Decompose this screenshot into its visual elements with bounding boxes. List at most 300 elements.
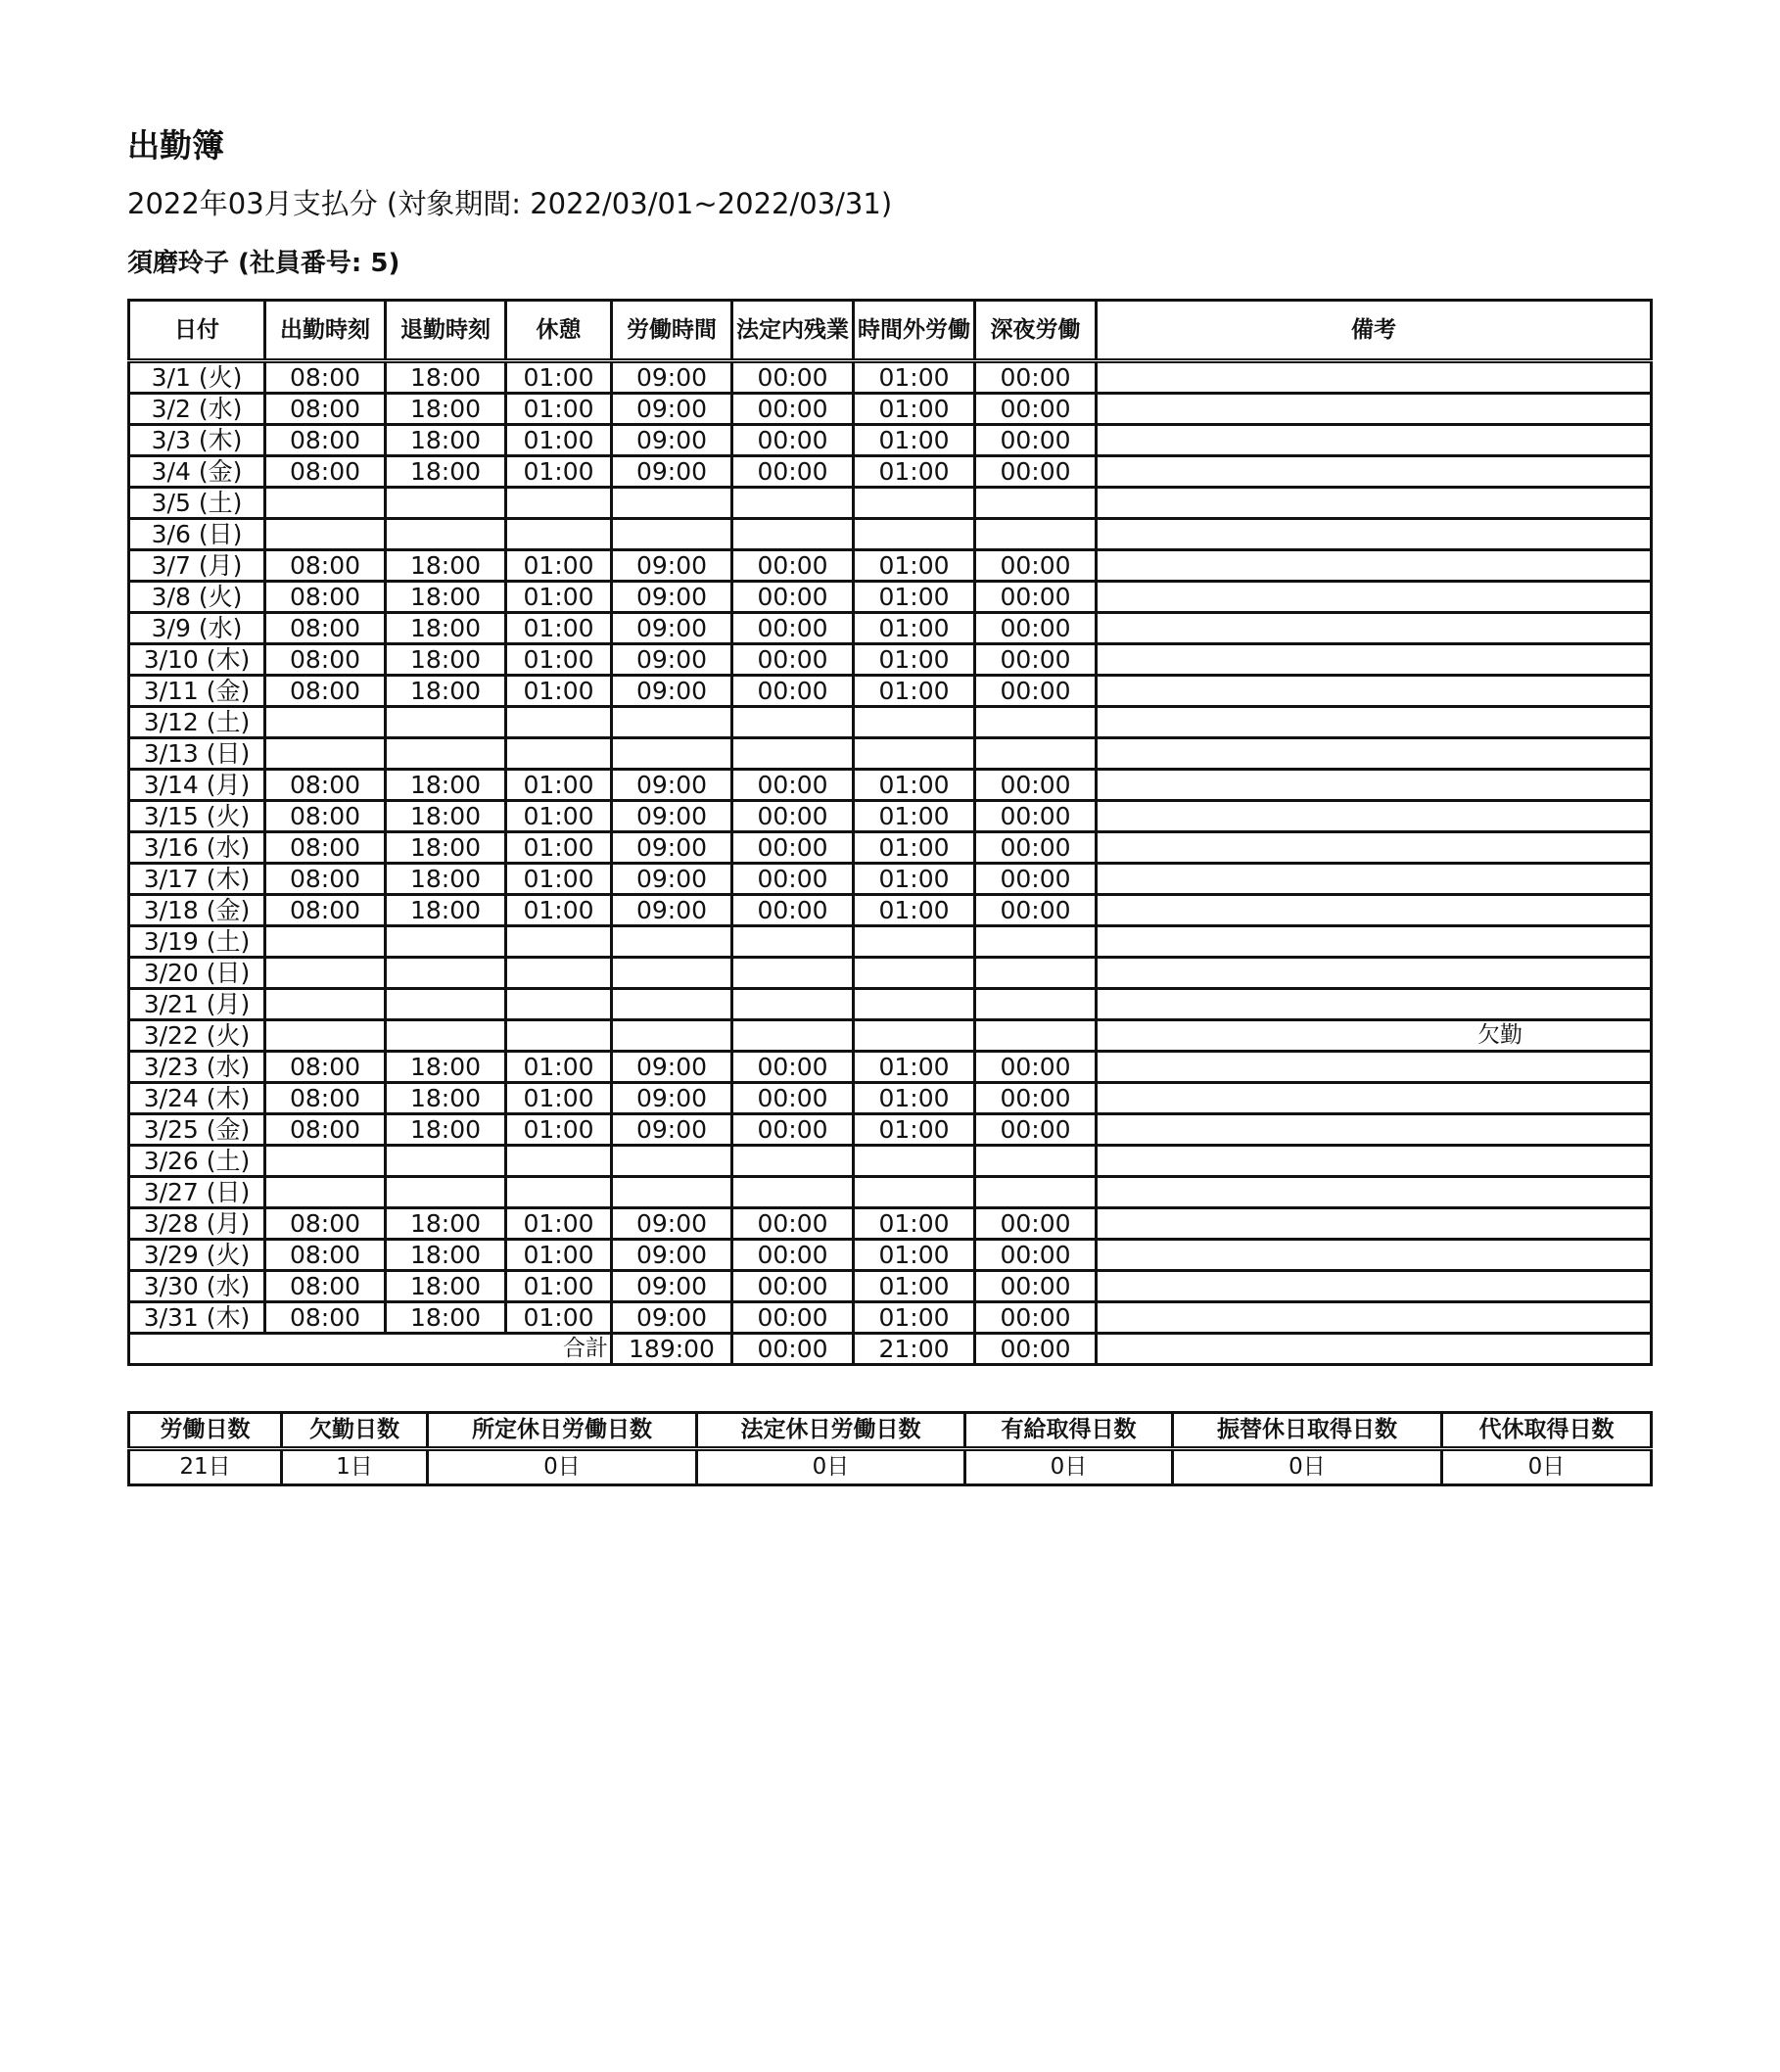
time-cell: 00:00 xyxy=(975,550,1097,582)
time-cell xyxy=(612,707,732,738)
date-cell: 3/7 (月) xyxy=(129,550,265,582)
time-cell xyxy=(732,926,854,958)
time-cell xyxy=(612,926,732,958)
time-cell: 01:00 xyxy=(506,456,612,488)
date-cell: 3/31 (木) xyxy=(129,1302,265,1334)
table-row xyxy=(129,926,1652,958)
time-cell: 00:00 xyxy=(975,676,1097,707)
time-cell: 18:00 xyxy=(386,1052,506,1083)
date-cell: 3/8 (火) xyxy=(129,582,265,613)
table-row xyxy=(129,1302,1652,1334)
note-cell xyxy=(1097,488,1652,519)
time-cell xyxy=(732,989,854,1020)
time-cell xyxy=(732,1020,854,1052)
time-cell: 00:00 xyxy=(975,864,1097,895)
time-cell: 01:00 xyxy=(854,1302,975,1334)
time-cell: 18:00 xyxy=(386,1083,506,1114)
time-cell: 08:00 xyxy=(265,676,386,707)
time-cell: 18:00 xyxy=(386,895,506,926)
time-cell: 18:00 xyxy=(386,1271,506,1302)
date-cell: 3/2 (水) xyxy=(129,394,265,425)
time-cell: 18:00 xyxy=(386,425,506,456)
column-header: 休憩 xyxy=(506,301,612,361)
total-value: 21:00 xyxy=(854,1334,975,1365)
total-value: 00:00 xyxy=(732,1334,854,1365)
time-cell xyxy=(506,738,612,770)
time-cell: 08:00 xyxy=(265,582,386,613)
time-cell: 00:00 xyxy=(732,456,854,488)
time-cell xyxy=(386,1146,506,1177)
time-cell xyxy=(732,738,854,770)
time-cell: 01:00 xyxy=(506,582,612,613)
time-cell: 00:00 xyxy=(732,1271,854,1302)
time-cell: 18:00 xyxy=(386,1302,506,1334)
time-cell: 08:00 xyxy=(265,644,386,676)
time-cell: 01:00 xyxy=(506,425,612,456)
table-row xyxy=(129,361,1652,394)
note-cell xyxy=(1097,1052,1652,1083)
date-cell: 3/24 (木) xyxy=(129,1083,265,1114)
time-cell: 08:00 xyxy=(265,1052,386,1083)
table-row xyxy=(129,864,1652,895)
time-cell: 00:00 xyxy=(732,801,854,832)
date-cell: 3/15 (火) xyxy=(129,801,265,832)
total-label: 合計 xyxy=(129,1334,612,1365)
date-cell: 3/20 (日) xyxy=(129,958,265,989)
time-cell xyxy=(386,738,506,770)
time-cell: 00:00 xyxy=(732,864,854,895)
time-cell xyxy=(975,989,1097,1020)
note-cell xyxy=(1097,644,1652,676)
note-cell xyxy=(1097,1271,1652,1302)
table-row xyxy=(129,1114,1652,1146)
time-cell: 09:00 xyxy=(612,1083,732,1114)
time-cell: 00:00 xyxy=(975,895,1097,926)
note-cell xyxy=(1097,801,1652,832)
time-cell: 08:00 xyxy=(265,770,386,801)
time-cell: 00:00 xyxy=(975,425,1097,456)
time-cell: 18:00 xyxy=(386,832,506,864)
time-cell: 18:00 xyxy=(386,676,506,707)
time-cell: 00:00 xyxy=(732,1302,854,1334)
time-cell: 01:00 xyxy=(854,582,975,613)
time-cell: 09:00 xyxy=(612,361,732,394)
time-cell xyxy=(732,1177,854,1208)
time-cell: 01:00 xyxy=(854,676,975,707)
time-cell: 00:00 xyxy=(975,1208,1097,1240)
time-cell: 08:00 xyxy=(265,456,386,488)
time-cell: 01:00 xyxy=(854,1052,975,1083)
time-cell: 09:00 xyxy=(612,425,732,456)
time-cell: 00:00 xyxy=(975,361,1097,394)
time-cell: 01:00 xyxy=(506,613,612,644)
summary-value: 0日 xyxy=(697,1449,965,1485)
date-cell: 3/4 (金) xyxy=(129,456,265,488)
time-cell: 18:00 xyxy=(386,550,506,582)
time-cell: 08:00 xyxy=(265,613,386,644)
time-cell: 00:00 xyxy=(975,770,1097,801)
time-cell: 00:00 xyxy=(975,456,1097,488)
time-cell: 01:00 xyxy=(854,1240,975,1271)
date-cell: 3/16 (水) xyxy=(129,832,265,864)
time-cell: 01:00 xyxy=(854,644,975,676)
attendance-table xyxy=(127,299,1653,1366)
summary-value: 0日 xyxy=(965,1449,1173,1485)
summary-header: 振替休日取得日数 xyxy=(1173,1413,1442,1449)
time-cell: 09:00 xyxy=(612,1208,732,1240)
column-header: 日付 xyxy=(129,301,265,361)
time-cell: 09:00 xyxy=(612,394,732,425)
time-cell xyxy=(854,926,975,958)
time-cell: 01:00 xyxy=(854,1114,975,1146)
column-header: 深夜労働 xyxy=(975,301,1097,361)
time-cell xyxy=(506,707,612,738)
time-cell: 00:00 xyxy=(732,676,854,707)
summary-value: 1日 xyxy=(282,1449,428,1485)
summary-header: 代休取得日数 xyxy=(1442,1413,1652,1449)
time-cell: 00:00 xyxy=(732,1114,854,1146)
table-row xyxy=(129,394,1652,425)
table-row xyxy=(129,1271,1652,1302)
date-cell: 3/14 (月) xyxy=(129,770,265,801)
table-row xyxy=(129,895,1652,926)
note-cell xyxy=(1097,613,1652,644)
time-cell xyxy=(975,1177,1097,1208)
time-cell: 01:00 xyxy=(506,801,612,832)
table-row xyxy=(129,425,1652,456)
time-cell xyxy=(732,519,854,550)
summary-header: 労働日数 xyxy=(129,1413,282,1449)
time-cell xyxy=(975,926,1097,958)
time-cell xyxy=(506,926,612,958)
time-cell: 01:00 xyxy=(506,864,612,895)
date-cell: 3/25 (金) xyxy=(129,1114,265,1146)
summary-header: 法定休日労働日数 xyxy=(697,1413,965,1449)
date-cell: 3/30 (水) xyxy=(129,1271,265,1302)
time-cell: 01:00 xyxy=(506,1302,612,1334)
time-cell: 08:00 xyxy=(265,1302,386,1334)
table-row xyxy=(129,1177,1652,1208)
note-cell: 欠勤 xyxy=(1097,1020,1652,1052)
time-cell xyxy=(265,1146,386,1177)
total-row xyxy=(129,1334,1652,1365)
note-cell xyxy=(1097,1114,1652,1146)
time-cell: 09:00 xyxy=(612,1114,732,1146)
column-header: 法定内残業 xyxy=(732,301,854,361)
time-cell: 08:00 xyxy=(265,895,386,926)
summary-table xyxy=(127,1411,1653,1486)
time-cell: 00:00 xyxy=(975,1302,1097,1334)
time-cell xyxy=(975,488,1097,519)
time-cell xyxy=(386,958,506,989)
time-cell: 18:00 xyxy=(386,456,506,488)
time-cell: 01:00 xyxy=(506,1208,612,1240)
time-cell xyxy=(732,1146,854,1177)
time-cell xyxy=(612,958,732,989)
time-cell xyxy=(854,738,975,770)
time-cell: 01:00 xyxy=(854,895,975,926)
time-cell: 01:00 xyxy=(506,832,612,864)
time-cell: 00:00 xyxy=(975,1271,1097,1302)
time-cell xyxy=(612,738,732,770)
total-value: 00:00 xyxy=(975,1334,1097,1365)
table-row xyxy=(129,770,1652,801)
note-cell xyxy=(1097,864,1652,895)
date-cell: 3/22 (火) xyxy=(129,1020,265,1052)
summary-header: 欠勤日数 xyxy=(282,1413,428,1449)
time-cell: 00:00 xyxy=(975,394,1097,425)
note-cell xyxy=(1097,989,1652,1020)
time-cell: 01:00 xyxy=(506,770,612,801)
time-cell: 00:00 xyxy=(732,361,854,394)
date-cell: 3/23 (水) xyxy=(129,1052,265,1083)
time-cell: 01:00 xyxy=(506,1271,612,1302)
time-cell xyxy=(975,958,1097,989)
time-cell: 01:00 xyxy=(506,644,612,676)
table-row xyxy=(129,801,1652,832)
note-cell xyxy=(1097,832,1652,864)
table-row xyxy=(129,832,1652,864)
note-cell xyxy=(1097,456,1652,488)
column-header: 時間外労働 xyxy=(854,301,975,361)
time-cell: 00:00 xyxy=(732,832,854,864)
time-cell: 00:00 xyxy=(732,770,854,801)
time-cell xyxy=(975,1020,1097,1052)
time-cell: 09:00 xyxy=(612,1271,732,1302)
time-cell: 01:00 xyxy=(854,394,975,425)
time-cell xyxy=(854,1146,975,1177)
time-cell xyxy=(265,989,386,1020)
note-cell xyxy=(1097,1240,1652,1271)
date-cell: 3/26 (土) xyxy=(129,1146,265,1177)
summary-header: 所定休日労働日数 xyxy=(428,1413,697,1449)
date-cell: 3/6 (日) xyxy=(129,519,265,550)
time-cell: 00:00 xyxy=(975,613,1097,644)
time-cell: 18:00 xyxy=(386,801,506,832)
table-row xyxy=(129,1208,1652,1240)
time-cell xyxy=(975,1146,1097,1177)
note-cell xyxy=(1097,738,1652,770)
date-cell: 3/10 (木) xyxy=(129,644,265,676)
time-cell: 18:00 xyxy=(386,1114,506,1146)
time-cell xyxy=(612,1146,732,1177)
time-cell xyxy=(265,1177,386,1208)
time-cell: 01:00 xyxy=(506,1240,612,1271)
time-cell: 00:00 xyxy=(975,1083,1097,1114)
note-cell xyxy=(1097,550,1652,582)
column-header: 労働時間 xyxy=(612,301,732,361)
time-cell: 00:00 xyxy=(975,582,1097,613)
date-cell: 3/27 (日) xyxy=(129,1177,265,1208)
time-cell xyxy=(265,488,386,519)
date-cell: 3/12 (土) xyxy=(129,707,265,738)
time-cell: 00:00 xyxy=(732,394,854,425)
time-cell xyxy=(506,989,612,1020)
summary-value: 21日 xyxy=(129,1449,282,1485)
column-header: 退勤時刻 xyxy=(386,301,506,361)
table-row xyxy=(129,1146,1652,1177)
column-header: 備考 xyxy=(1097,301,1652,361)
time-cell: 01:00 xyxy=(854,550,975,582)
time-cell: 00:00 xyxy=(732,644,854,676)
time-cell: 00:00 xyxy=(732,582,854,613)
time-cell: 09:00 xyxy=(612,644,732,676)
summary-value: 0日 xyxy=(1173,1449,1442,1485)
date-cell: 3/17 (木) xyxy=(129,864,265,895)
table-row xyxy=(129,550,1652,582)
time-cell: 08:00 xyxy=(265,1240,386,1271)
date-cell: 3/1 (火) xyxy=(129,361,265,394)
note-cell xyxy=(1097,1302,1652,1334)
time-cell xyxy=(386,989,506,1020)
pay-period: 2022年03月支払分 (対象期間: 2022/03/01~2022/03/31) xyxy=(127,186,893,220)
time-cell: 00:00 xyxy=(732,613,854,644)
time-cell: 01:00 xyxy=(854,1083,975,1114)
time-cell: 00:00 xyxy=(975,1114,1097,1146)
time-cell: 18:00 xyxy=(386,613,506,644)
time-cell xyxy=(506,519,612,550)
table-row xyxy=(129,582,1652,613)
time-cell: 08:00 xyxy=(265,1083,386,1114)
time-cell xyxy=(612,488,732,519)
time-cell: 09:00 xyxy=(612,1240,732,1271)
time-cell xyxy=(612,1020,732,1052)
time-cell: 01:00 xyxy=(854,864,975,895)
time-cell xyxy=(506,488,612,519)
time-cell xyxy=(854,707,975,738)
note-cell xyxy=(1097,895,1652,926)
page-title: 出勤簿 xyxy=(127,126,224,165)
time-cell: 01:00 xyxy=(854,456,975,488)
time-cell: 01:00 xyxy=(854,801,975,832)
time-cell: 09:00 xyxy=(612,1052,732,1083)
time-cell xyxy=(265,1020,386,1052)
time-cell: 09:00 xyxy=(612,582,732,613)
table-row xyxy=(129,644,1652,676)
time-cell: 01:00 xyxy=(506,361,612,394)
summary-value: 0日 xyxy=(1442,1449,1652,1485)
time-cell xyxy=(854,1177,975,1208)
time-cell: 01:00 xyxy=(854,770,975,801)
date-cell: 3/3 (木) xyxy=(129,425,265,456)
time-cell: 09:00 xyxy=(612,676,732,707)
time-cell: 09:00 xyxy=(612,770,732,801)
note-cell xyxy=(1097,926,1652,958)
time-cell: 08:00 xyxy=(265,864,386,895)
total-note xyxy=(1097,1334,1652,1365)
table-row xyxy=(129,1240,1652,1271)
date-cell: 3/5 (土) xyxy=(129,488,265,519)
time-cell: 01:00 xyxy=(506,394,612,425)
note-cell xyxy=(1097,1208,1652,1240)
time-cell: 18:00 xyxy=(386,582,506,613)
time-cell: 18:00 xyxy=(386,1208,506,1240)
time-cell xyxy=(386,519,506,550)
time-cell: 00:00 xyxy=(732,550,854,582)
date-cell: 3/18 (金) xyxy=(129,895,265,926)
date-cell: 3/13 (日) xyxy=(129,738,265,770)
note-cell xyxy=(1097,361,1652,394)
time-cell: 01:00 xyxy=(854,613,975,644)
time-cell xyxy=(506,1146,612,1177)
date-cell: 3/28 (月) xyxy=(129,1208,265,1240)
time-cell xyxy=(386,926,506,958)
time-cell: 08:00 xyxy=(265,394,386,425)
note-cell xyxy=(1097,1083,1652,1114)
note-cell xyxy=(1097,582,1652,613)
date-cell: 3/9 (水) xyxy=(129,613,265,644)
time-cell: 08:00 xyxy=(265,801,386,832)
time-cell: 09:00 xyxy=(612,895,732,926)
time-cell: 09:00 xyxy=(612,456,732,488)
table-row xyxy=(129,958,1652,989)
time-cell: 18:00 xyxy=(386,770,506,801)
time-cell: 00:00 xyxy=(975,1240,1097,1271)
time-cell: 09:00 xyxy=(612,550,732,582)
time-cell: 08:00 xyxy=(265,1114,386,1146)
time-cell: 00:00 xyxy=(732,1240,854,1271)
time-cell: 08:00 xyxy=(265,1271,386,1302)
time-cell xyxy=(975,738,1097,770)
column-header: 出勤時刻 xyxy=(265,301,386,361)
time-cell xyxy=(506,1020,612,1052)
time-cell xyxy=(265,926,386,958)
time-cell: 18:00 xyxy=(386,864,506,895)
time-cell xyxy=(975,707,1097,738)
time-cell xyxy=(854,488,975,519)
time-cell: 01:00 xyxy=(506,550,612,582)
time-cell: 08:00 xyxy=(265,550,386,582)
time-cell: 00:00 xyxy=(975,644,1097,676)
time-cell xyxy=(732,707,854,738)
time-cell xyxy=(265,519,386,550)
time-cell: 00:00 xyxy=(732,1208,854,1240)
note-cell xyxy=(1097,1177,1652,1208)
time-cell: 01:00 xyxy=(854,832,975,864)
time-cell xyxy=(732,958,854,989)
time-cell xyxy=(612,519,732,550)
table-row xyxy=(129,1052,1652,1083)
table-row xyxy=(129,707,1652,738)
time-cell: 00:00 xyxy=(975,1052,1097,1083)
time-cell: 18:00 xyxy=(386,644,506,676)
note-cell xyxy=(1097,519,1652,550)
time-cell xyxy=(506,958,612,989)
date-cell: 3/21 (月) xyxy=(129,989,265,1020)
note-cell xyxy=(1097,676,1652,707)
table-row xyxy=(129,519,1652,550)
date-cell: 3/19 (土) xyxy=(129,926,265,958)
time-cell: 09:00 xyxy=(612,832,732,864)
time-cell xyxy=(854,1020,975,1052)
time-cell: 00:00 xyxy=(975,832,1097,864)
summary-value: 0日 xyxy=(428,1449,697,1485)
table-row xyxy=(129,1020,1652,1052)
time-cell: 01:00 xyxy=(854,425,975,456)
time-cell: 09:00 xyxy=(612,801,732,832)
table-row xyxy=(129,613,1652,644)
employee-name: 須磨玲子 (社員番号: 5) xyxy=(127,249,400,279)
time-cell: 18:00 xyxy=(386,1240,506,1271)
time-cell xyxy=(854,958,975,989)
time-cell: 00:00 xyxy=(732,1083,854,1114)
summary-header: 有給取得日数 xyxy=(965,1413,1173,1449)
time-cell: 01:00 xyxy=(854,361,975,394)
total-value: 189:00 xyxy=(612,1334,732,1365)
note-cell xyxy=(1097,394,1652,425)
time-cell: 01:00 xyxy=(506,895,612,926)
time-cell xyxy=(975,519,1097,550)
